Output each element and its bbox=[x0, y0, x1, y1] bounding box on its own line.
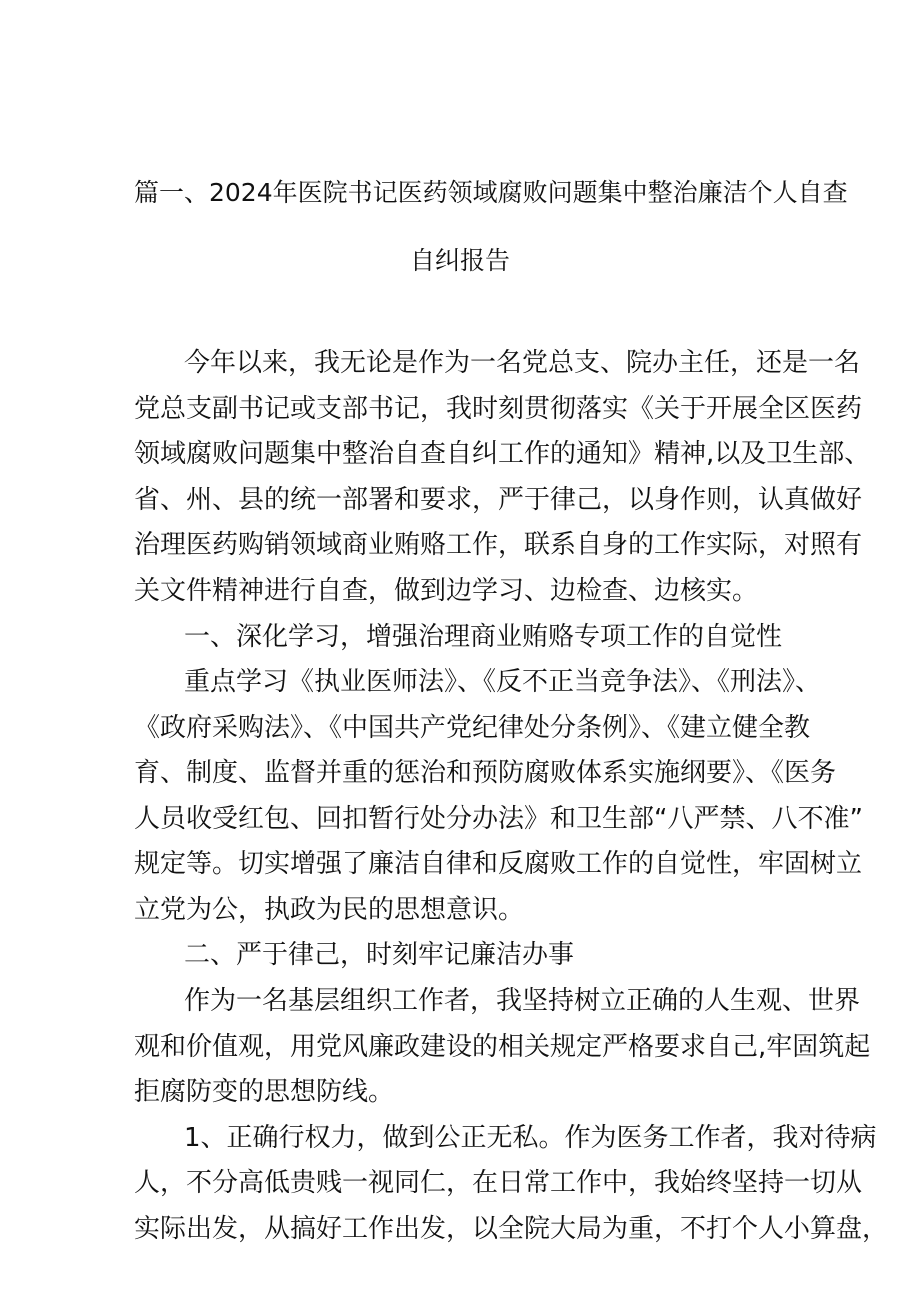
body-line: 作为一名基层组织工作者，我坚持树立正确的人生观、世界 bbox=[184, 986, 861, 1016]
body-line: 人员收受红包、回扣暂行处分办法》和卫生部“八严禁、八不准” bbox=[134, 804, 863, 834]
document-title-line-2: 自纠报告 bbox=[409, 246, 510, 275]
body-line: 治理医药购销领域商业贿赂工作，联系自身的工作实际，对照有 bbox=[134, 530, 863, 560]
body-line: 领域腐败问题集中整治自查自纠工作的通知》精神,以及卫生部、 bbox=[134, 439, 871, 469]
body-line: 规定等。切实增强了廉洁自律和反腐败工作的自觉性，牢固树立 bbox=[134, 849, 863, 879]
body-line: 观和价值观，用党风廉政建设的相关规定严格要求自己,牢固筑起 bbox=[134, 1032, 871, 1062]
body-line: 今年以来，我无论是作为一名党总支、院办主任，还是一名 bbox=[184, 348, 861, 378]
body-line: 省、州、县的统一部署和要求，严于律己，以身作则，认真做好 bbox=[134, 485, 863, 515]
section-heading: 二、严于律己，时刻牢记廉洁办事 bbox=[184, 940, 575, 970]
body-line: 党总支副书记或支部书记，我时刻贯彻落实《关于开展全区医药 bbox=[134, 394, 863, 424]
body-line: 人，不分高低贵贱一视同仁，在日常工作中，我始终坚持一切从 bbox=[134, 1168, 863, 1198]
document-title-line-1: 篇一、2024年医院书记医药领域腐败问题集中整治廉洁个人自查 bbox=[134, 178, 848, 207]
body-line: 实际出发，从搞好工作出发，以全院大局为重，不打个人小算盘， bbox=[134, 1214, 889, 1244]
body-line: 重点学习《执业医师法》、《反不正当竞争法》、《刑法》、 bbox=[184, 667, 822, 697]
body-line: 育、制度、监督并重的惩治和预防腐败体系实施纲要》、《医务 bbox=[134, 758, 837, 788]
body-line: 《政府采购法》、《中国共产党纪律处分条例》、《建立健全教 bbox=[134, 713, 811, 743]
body-line: 1、正确行权力，做到公正无私。作为医务工作者，我对待病 bbox=[184, 1123, 877, 1153]
body-line: 拒腐防变的思想防线。 bbox=[134, 1077, 395, 1107]
body-line: 立党为公，执政为民的思想意识。 bbox=[134, 895, 525, 925]
body-line: 关文件精神进行自查，做到边学习、边检查、边核实。 bbox=[134, 576, 759, 606]
section-heading: 一、深化学习，增强治理商业贿赂专项工作的自觉性 bbox=[184, 622, 783, 652]
